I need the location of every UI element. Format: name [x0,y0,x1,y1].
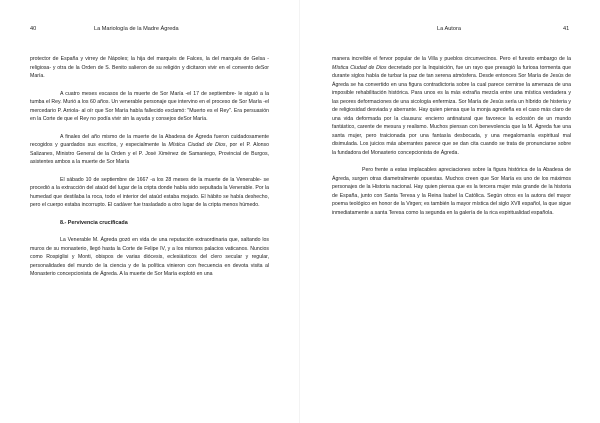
paragraph-text: manera increíble el fervor popular de la Villa y pueblos circunvecinos. Pero el furesto embargo de la [332,56,571,62]
running-title-left: La Mariología de la Madre Ágreda [94,26,179,32]
italic-title: Mística Ciudad de Dios [332,64,387,71]
paragraph [332,55,571,157]
paragraph: protector de España y virrey de Nápoles; la hija del marqués de Falces, la del marqués de Gelsa -religiosa- y otra de la Orden de S. Benito salieron de su religión y dicitaron vivir en el convento deSor María. [30,56,269,79]
paragraph-text: A finales del año mismo de la muerte de la Abadesa de Ágreda fueron cuidadosamente recogidos y guardados sus escritos, y especialmente la [30,133,269,148]
italic-title: Mística Ciudad de Dios [168,142,226,148]
right-page [300,0,600,423]
paragraph: La Venerable M. Ágreda gozó en vida de una reputación extraordinaria que, saltando los muros de su monasterio, llegó hasta la Corte de Felipe IV, y a los mismos palacios vaticanos. Nuncios como Rospiglisi y Monti, obispos de varias diócesis, eclesiásticos del clero secular y regular, personalidades del mundo de la ciencia y de la política vinieron con frecuencia en devota visita al Monasterio concepcionista de Ágreda. A la muerte de Sor María explotó en una [30,237,269,277]
page-number-right: 41 [563,26,570,32]
paragraph-text: decretado por la Inquisición, fue un rayo que presagió la furiosa tormenta que durante siglos había de turbar la paz de tan serena atmósfera. Desde entonces Sor María de Jesús de Ágreda se ha convertido en una figura contradictoria sobre la cual parece cernirse la amenaza de una imposible rehabilitación histórica. Para unos es la más extraña mezcla entre una mística verdadera y las peores deformaciones de una sicología enfermiza. Sor María de Jesús sería un híbrido de histeria y de religiosidad desviada y aberrante. Hay quien piensa que la monja agredeña es el caso más claro de una vida deformada por la clausura: encierro antinatural que favorece la eclosión de un mundo fantástico, carente de mesura y realismo. Muchos piensan con benevolencia que la M. Ágreda fue una santa mujer, pero traicionada por una fantasía desbocada, y una megalomanía espiritual mal disimulada. Los juicios más aberrantes parece que se dan cita cuando se trata de pronunciarse sobre la fundadora del Monasterio concepcionista de Ágreda. [332,64,571,156]
paragraph: El sábado 10 de septiembre de 1667 -a los 28 meses de la muerte de la Venerable- se procedió a la extracción del ataúd del lugar de la cripta donde había sido sepultada la Venerable. Por la humedad que destilaba la roca, todo el interior del ataúd estaba mojado. El hábito se había deshecho, pero el cuerpo estaba incorrupto. El cadáver fue trasladado a otro lugar de la cripta menos húmedo. [30,176,269,208]
paragraph-text: , por el P. Alonso Salizanes, Ministro General de la Orden y el P. José Ximénez de Samaniego, Provincial de Burgos, asistentes ambos a la muerte de Sor María [30,142,269,165]
right-body-text [332,55,571,217]
section-heading: 8.- Pervivencia crucificada [60,219,128,226]
left-body-text [30,55,269,279]
paragraph: Pero frente a estas implacables apreciaciones sobre la figura histórica de la Abadesa de Ágreda, surgen otras diametralmente opuestas. Muchos creen que Sor María es uno de los máximos personajes de la Historia nacional. Hay quien piensa que es la tercera mujer más grande de la historia de España, junto con Santa Teresa y la Reina Isabel la Católica. Según otros es la autora del mayor poema teológico en honor de la Virgen; es también la mayor mística del siglo XVII español, la que sigue inmediatamente a santa Teresa como la segunda en la galería de la rica espiritualidad española. [332,167,571,216]
paragraph [30,133,269,167]
page-number-left: 40 [30,26,37,32]
running-title-right: La Autora [437,26,461,32]
paragraph: A cuatro meses escasos de la muerte de Sor María -el 17 de septiembre- le siguió a la tumba el Rey. Murió a los 60 años. Un venerable personaje que intervino en el proceso de Sor María -el mercedario P. Arriola- al oír que Sor María había fallecido exclamó: "Muerto es el Rey". Era persuasión en la Corte de que el Rey no podía vivir sin la ayuda y consejos deSor María. [30,90,269,122]
